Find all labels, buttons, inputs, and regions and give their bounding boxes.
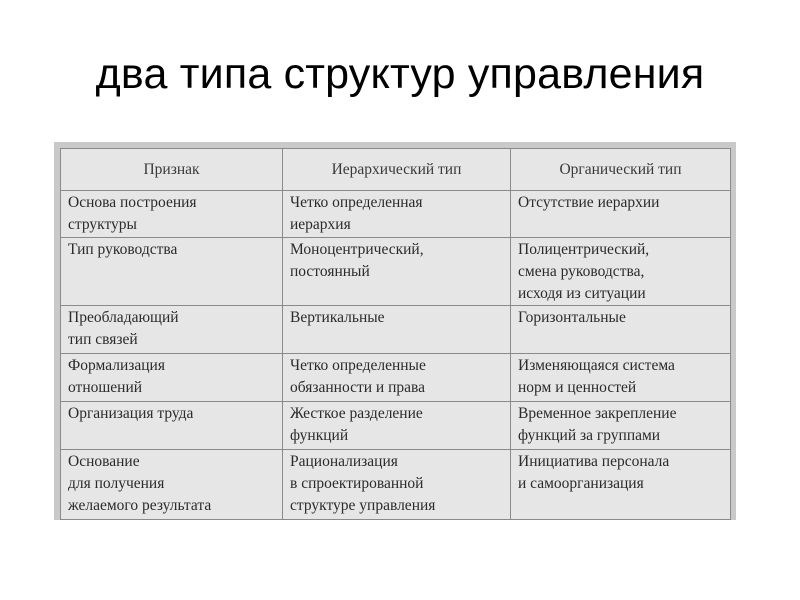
comparison-table-frame [54,142,736,520]
cell-text-line: Моноцентрический, [290,241,424,258]
cell-text-line: структуре управления [290,497,436,514]
cell-hierarchical [283,191,511,238]
cell-text-line: Горизонтальные [518,309,626,326]
table-row [61,450,731,520]
cell-feature [61,450,283,520]
cell-text-line: иерархия [290,216,351,233]
cell-hierarchical [283,450,511,520]
cell-text-line: функций [290,427,349,444]
cell-text-line: Временное закрепление [518,405,677,422]
cell-organic [511,191,731,238]
table-header-row [61,149,731,191]
cell-text-line: Формализация [68,357,165,374]
cell-text-line: для получения [68,475,165,492]
table-row [61,402,731,450]
cell-text-line: Рационализация [290,453,398,470]
comparison-table [60,148,731,520]
cell-text-line: функций за группами [518,427,661,444]
table-row [61,354,731,402]
table-body [61,191,731,520]
cell-text-line: отношений [68,379,143,396]
cell-text-line: Преобладающий [68,309,179,326]
cell-organic [511,450,731,520]
cell-feature [61,402,283,450]
cell-text-line: Вертикальные [290,309,385,326]
header-hierarchical: Иерархический тип [283,149,511,191]
cell-text-line: Четко определенные [290,357,426,374]
cell-feature [61,306,283,354]
table-row [61,191,731,238]
cell-text-line: смена руководства, [518,263,645,280]
header-organic: Органический тип [511,149,731,191]
table-row [61,238,731,306]
cell-text-line: Тип руководства [68,241,178,258]
slide-title: два типа структур управления [95,50,705,98]
cell-text-line: обязанности и права [290,379,426,396]
cell-organic [511,238,731,306]
header-feature: Признак [61,149,283,191]
cell-text-line: Отсутствие иерархии [518,194,660,211]
cell-feature [61,238,283,306]
cell-hierarchical [283,354,511,402]
cell-text-line: постоянный [290,263,370,280]
cell-organic [511,306,731,354]
cell-text-line: Четко определенная [290,194,423,211]
cell-organic [511,402,731,450]
cell-text-line: норм и ценностей [518,379,637,396]
cell-text-line: желаемого результата [68,497,212,514]
cell-feature [61,354,283,402]
cell-text-line: Изменяющаяся система [518,357,675,374]
cell-text-line: тип связей [68,331,138,348]
cell-hierarchical [283,238,511,306]
cell-text-line: Основа построения [68,194,197,211]
cell-text-line: в спроектированной [290,475,424,492]
cell-hierarchical [283,306,511,354]
cell-organic [511,354,731,402]
cell-text-line: и самоорганизация [518,475,644,492]
cell-text-line: Инициатива персонала [518,453,670,470]
cell-feature [61,191,283,238]
cell-text-line: Полицентрический, [518,241,650,258]
table-row [61,306,731,354]
cell-text-line: Жесткое разделение [290,405,423,422]
cell-text-line: структуры [68,216,137,233]
cell-text-line: Основание [68,453,140,470]
cell-text-line: Организация труда [68,405,194,422]
cell-hierarchical [283,402,511,450]
cell-text-line: исходя из ситуации [518,285,646,302]
